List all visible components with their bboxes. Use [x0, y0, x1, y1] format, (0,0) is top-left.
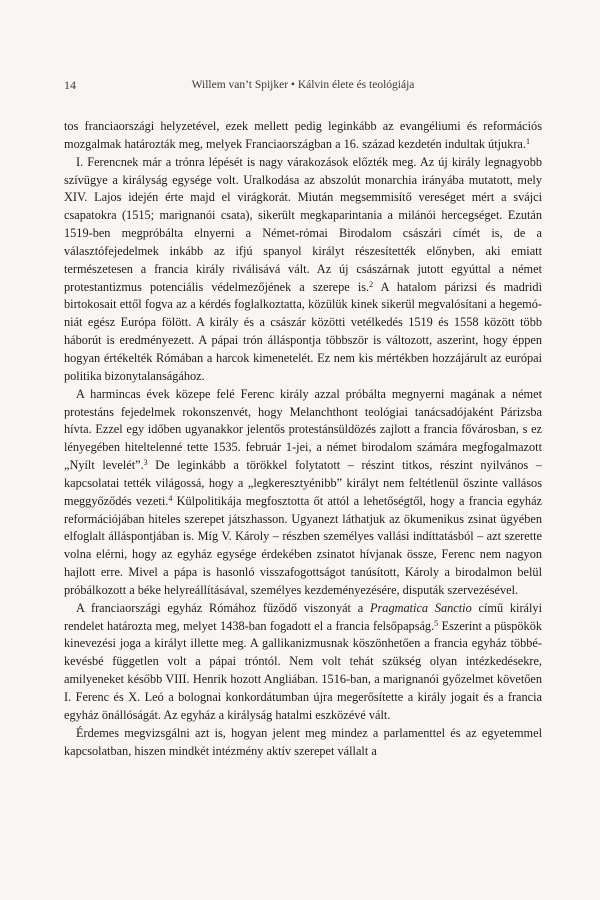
footnote-ref: 5: [434, 618, 439, 628]
paragraph-text-cont: Külpolitikája megfosztotta őt attól a lehetőségtől, hogy a francia egyház reformációjában hiteles szerepet játszhasson. Ugyanezt láthatjuk az ökumenikus zsinat ügyében elfoglalt álláspontjában is. Míg V. Károly – részben személyes vallási indíttatásból – azt szerette volna elérni, hogy az egyház egysége érdekében zsinatot hívjanak össze, Ferenc nem nagyon hajlott erre. Mivel a pápa is hasonló visszafogottságot tanúsított, Károly a birodalmon belül próbálkozott a béke helyreállításával, személyes kezdeményezésére, disputák szervezésével.: [64, 493, 542, 597]
paragraph-text: Érdemes megvizsgálni azt is, hogyan jelent meg mindez a parlamenttel és az egyetemmel kapcsolatban, hiszen mindkét intézmény aktív szerepet vállalt a: [64, 725, 542, 758]
body-text: [64, 118, 542, 760]
page-number: 14: [64, 78, 76, 92]
paragraph-1: [64, 118, 542, 154]
paragraph-4: [64, 600, 542, 725]
paragraph-5: [64, 725, 542, 761]
footnote-ref: 1: [525, 136, 530, 146]
paragraph-text: A harmincas évek közepe felé Ferenc király azzal próbálta megnyerni magának a német protestáns fejedelmek rokonszenvét, hogy Melanchthont teológiai tanácsadójaként Párizsba hívta. Ezzel egy időben ugyanakkor jelentős protestánsüldözés zajlott a francia fővárosban, s ez lényegében hiteltelenné tette 1535. február 1-jei, a német birodalom számára megfogalmazott „Nyílt levelét”.: [64, 386, 542, 473]
paragraph-text-cont: Eszerint a püspökök kinevezési joga a királyt illette meg. A gallikanizmusnak köszönhetően a francia egyház többé-kevésbé független volt a pápai tróntól. Nem volt tehát szükség olyan intézkedésekre, amilyeneket később VIII. Henrik hozott Angliában. 1516-ban, a marignanói győzelmet követően I. Ferenc és X. Leó a bolognai konkordátumban újra megerősítette a király jogait és a francia egyház önállóságát. Az egyház a királyság hatalmi eszközévé vált.: [64, 618, 542, 722]
paragraph-text-cont: A hatalom párizsi és madridi birtokosait ettől fogva az a kérdés foglalkoztatta, közülük kinek sikerül megvalósítani a hegemóniát egész Európa fölött. A király és a császár közötti vetélkedés 1519 és 1558 között több háborút is eredményezett. A pápai trón álláspontja többször is változott, aszerint, hogy éppen hogyan értékelték Rómában a harcok kimenetelét. Ez nem kis mértékben hozzájárult az európai politika bizonytalanságához.: [64, 279, 542, 383]
italic-title: Pragmatica Sanctio: [370, 600, 472, 615]
paragraph-text: I. Ferencnek már a trónra lépését is nagy várakozások előzték meg. Az új király legnagyobb szívügye a királyság egysége volt. Uralkodása az abszolút monarchia irányába mutatott, mely XIV. Lajos idején érte majd el virágkorát. Miután megsemmisítő vereséget mért a svájci csapatokra (1515; marignanói csata), sikerült megkaparintania a milánói hercegséget. Ezután 1519-ben megpróbálta elnyerni a Német-római Birodalom császári címét is, de a választófejedelmek inkább az ifjú spanyol királyt részesítették előnyben, aki emiatt természetesen a francia király riválisává vált. Az új császárnak jutott egyúttal a német protestantizmus potenciális védelmezőjének a szerepe is.: [64, 154, 542, 294]
running-title: Willem van’t Spijker • Kálvin élete és teológiája: [191, 79, 415, 91]
paragraph-text: tos franciaországi helyzetével, ezek mellett pedig leginkább az evangéliumi és reformációs mozgalmak határozták meg, melyek Franciaországban a 16. század kezdetén indultak útjukra.: [64, 119, 542, 151]
paragraph-text-cont: De leginkább a törökkel folytatott – részint titkos, részint nyilvános – kapcsolatai tették világossá, hogy a „legkeresztyénibb” királyt nem feltétlenül őszinte vallásos meggyőződés vezeti.: [64, 458, 542, 508]
footnote-ref: 4: [168, 493, 173, 503]
paragraph-2: [64, 154, 542, 386]
paragraph-text-cont: című királyi rendelet határozta meg, melyet 1438-ban fogadott el a francia felsőpapság.: [64, 600, 542, 633]
paragraph-text: A franciaországi egyház Rómához fűződő viszonyát a: [76, 600, 370, 615]
paragraph-3: [64, 386, 542, 600]
page-header: [64, 78, 542, 98]
footnote-ref: 2: [369, 279, 374, 289]
footnote-ref: 3: [143, 458, 148, 468]
